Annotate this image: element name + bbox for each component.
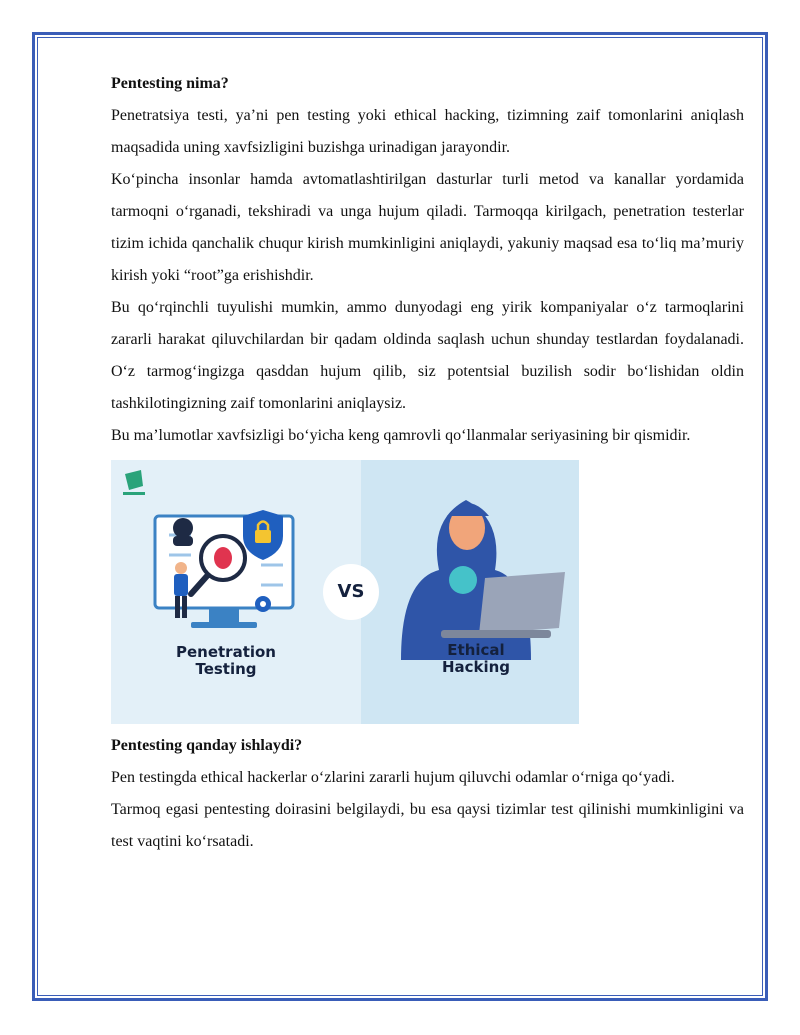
label-hacking: Hacking	[441, 658, 511, 676]
paragraph-1: Penetratsiya testi, ya’ni pen testing yoki ethical hacking, tizimning zaif tomonlarini aniqlash maqsadida uning xavfsizligini buzishga urinadigan jarayondir.	[111, 107, 744, 156]
section-heading-pentesting-qanday-ishlaydi: Pentesting qanday ishlaydi?	[111, 737, 303, 754]
paragraph-3: Bu qo‘rqinchli tuyulishi mumkin, ammo dunyodagi eng yirik kompaniyalar o‘z tarmoqlarini zararli harakat qiluvchilardan bir qadam oldinda saqlash uchun shunday testlardan foydalanadi. O‘z tarmog‘ingizga qasddan hujum qilib, siz potentsial buzilish sodir bo‘lishidan oldin tashkilotingizning zaif tomonlarini aniqlaysiz.	[111, 299, 744, 412]
hacker-small-icon	[173, 518, 193, 546]
person-standing-icon	[174, 562, 188, 618]
paragraph-6: Tarmoq egasi pentesting doirasini belgilaydi, bu esa qaysi tizimlar test qilinishi mumkinligini va test vaqtini ko‘rsatadi.	[111, 801, 744, 850]
label-penetration-testing	[161, 644, 291, 678]
label-ethical-hacking	[411, 642, 541, 676]
paragraph-5: Pen testingda ethical hackerlar o‘zlarini zararli hujum qiluvchi odamlar o‘rniga qo‘yadi.	[111, 769, 675, 786]
logo-icon	[123, 470, 145, 495]
document-content	[111, 68, 744, 858]
paragraph-2: Ko‘pincha insonlar hamda avtomatlashtirilgan dasturlar turli metod va kanallar yordamida tarmoqni o‘rganadi, tekshiradi va unga hujum qiladi. Tarmoqqa kirilgach, penetration testerlar tizim ichida qanchalik chuqur kirish mumkinligini aniqlaydi, yakuniy maqsad esa to‘liq ma’muriy kirish yoki “root”ga erishishdir.	[111, 171, 744, 284]
label-ethical: Ethical	[447, 641, 505, 659]
label-testing: Testing	[195, 660, 257, 678]
vs-label: VS	[337, 581, 365, 602]
pentest-vs-ethical-hacking-illustration	[111, 460, 579, 724]
paragraph-4: Bu ma’lumotlar xavfsizligi bo‘yicha keng qamrovli qo‘llanmalar seriyasining bir qismidir.	[111, 427, 691, 444]
gear-icon	[255, 596, 271, 612]
section-heading-pentesting-nima: Pentesting nima?	[111, 75, 229, 92]
label-penetration: Penetration	[175, 643, 276, 661]
